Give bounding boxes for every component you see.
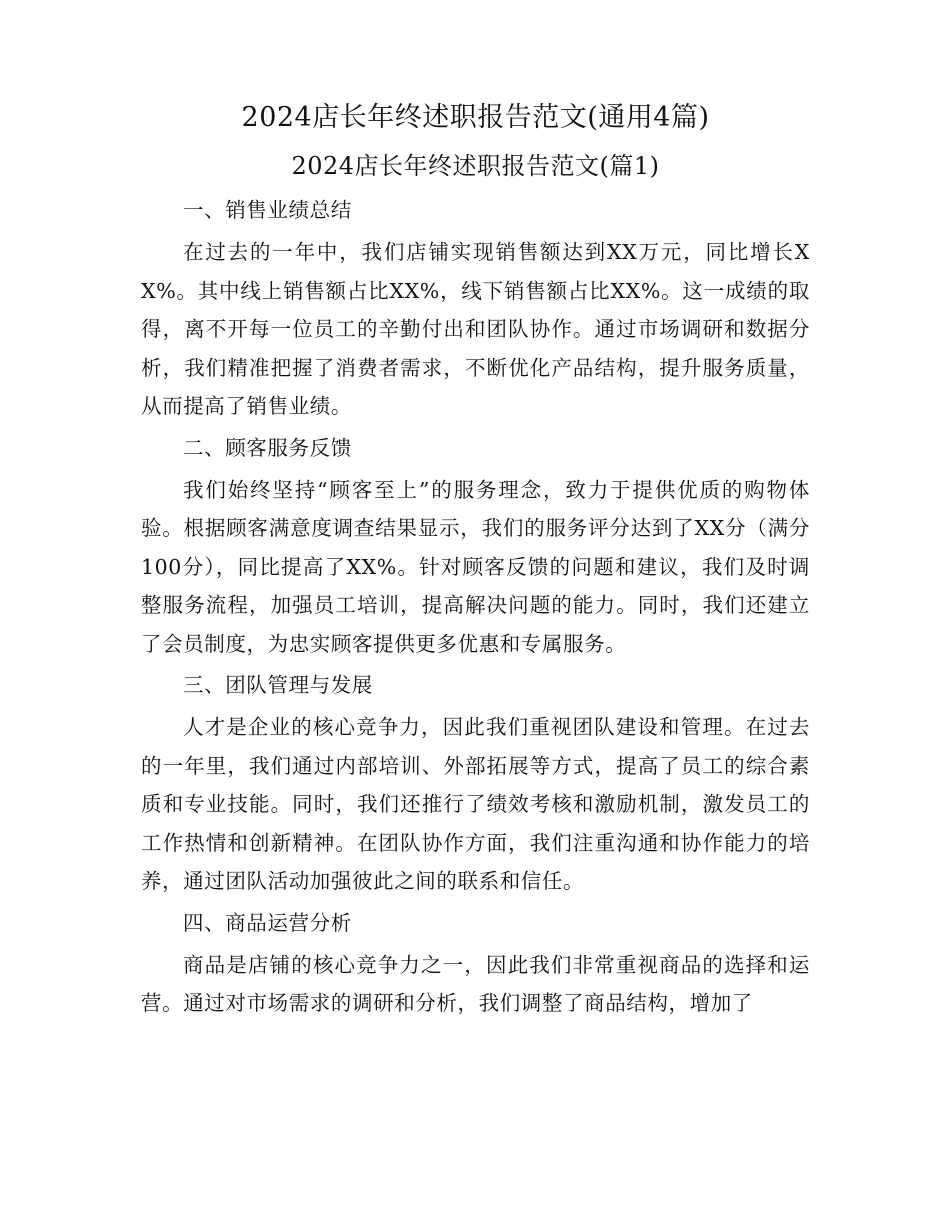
section-sales	[141, 188, 810, 426]
section-paragraph: 我们始终坚持“顾客至上”的服务理念，致力于提供优质的购物体验。根据顾客满意度调查结果显示，我们的服务评分达到了XX分（满分100分），同比提高了XX%。针对顾客反馈的问题和建议，我们及时调整服务流程，加强员工培训，提高解决问题的能力。同时，我们还建立了会员制度，为忠实顾客提供更多优惠和专属服务。	[141, 477, 810, 656]
section-paragraph: 人才是企业的核心竞争力，因此我们重视团队建设和管理。在过去的一年里，我们通过内部培训、外部拓展等方式，提高了员工的综合素质和专业技能。同时，我们还推行了绩效考核和激励机制，激发员工的工作热情和创新精神。在团队协作方面，我们注重沟通和协作能力的培养，通过团队活动加强彼此之间的联系和信任。	[141, 715, 810, 893]
section-product-operations	[141, 901, 810, 1023]
section-heading: 四、商品运营分析	[183, 910, 352, 935]
section-paragraph: 商品是店铺的核心竞争力之一，因此我们非常重视商品的选择和运营。通过对市场需求的调研和分析，我们调整了商品结构，增加了	[141, 952, 810, 1015]
section-team-management	[141, 663, 810, 901]
section-customer-service	[141, 426, 810, 664]
section-heading: 二、顾客服务反馈	[183, 435, 352, 460]
chapter-title: 2024店长年终述职报告范文(篇1)	[291, 152, 660, 180]
section-heading: 一、销售业绩总结	[183, 198, 352, 222]
section-paragraph: 在过去的一年中，我们店铺实现销售额达到XX万元，同比增长XX%。其中线上销售额占比XX%，线下销售额占比XX%。这一成绩的取得，离不开每一位员工的辛勤付出和团队协作。通过市场调研和数据分析，我们精准把握了消费者需求，不断优化产品结构，提升服务质量，从而提高了销售业绩。	[141, 240, 810, 418]
section-heading: 三、团队管理与发展	[183, 673, 373, 697]
document-title: 2024店长年终述职报告范文(通用4篇)	[241, 102, 710, 133]
